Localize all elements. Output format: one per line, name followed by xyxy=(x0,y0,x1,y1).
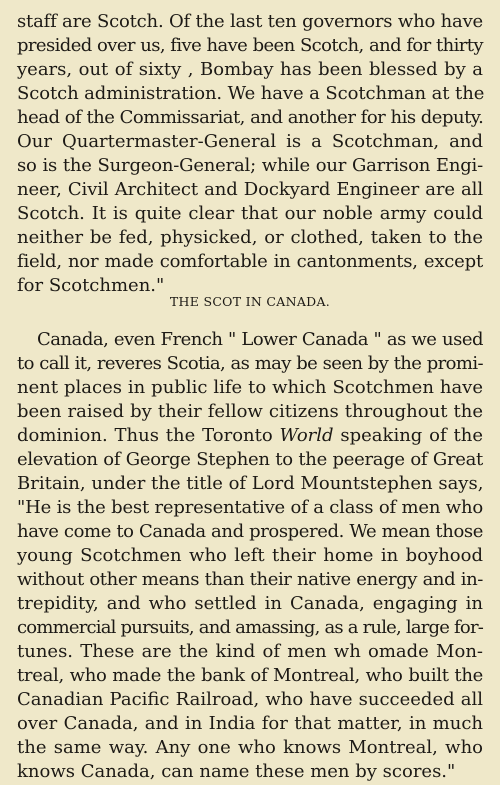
text-line: so is the Surgeon-General; while our Garrison Engi- xyxy=(17,155,483,176)
text-line: "He is the best representative of a class of men who xyxy=(17,497,483,518)
text-line xyxy=(17,424,483,448)
text-line: tunes. These are the kind of men wh omade Mon- xyxy=(17,641,483,662)
newspaper-name: World xyxy=(279,425,334,446)
text-line: staff are Scotch. Of the last ten governors who have xyxy=(17,11,483,32)
text-line: elevation of George Stephen to the peerage of Great xyxy=(17,449,483,470)
text-line: young Scotchmen who left their home in boyhood xyxy=(17,545,483,566)
text-line: have come to Canada and prospered. We mean those xyxy=(17,521,483,542)
text-line: nent places in public life to which Scotchmen have xyxy=(17,377,483,398)
text-line: trepidity, and who settled in Canada, engaging in xyxy=(17,593,483,614)
text-line: head of the Commissariat, and another for his deputy. xyxy=(17,107,484,128)
text-line: knows Canada, can name these men by scores." xyxy=(17,761,456,782)
text-line: Scotch administration. We have a Scotchman at the xyxy=(17,83,485,104)
text-line: neither be fed, physicked, or clothed, taken to the xyxy=(17,227,483,248)
text-line: without other means than their native energy and in- xyxy=(17,569,483,590)
text-line: commercial pursuits, and amassing, as a rule, large for- xyxy=(17,617,484,638)
text-line: years, out of sixty , Bombay has been blessed by a xyxy=(17,59,483,80)
text-line: field, nor made comfortable in cantonments, except xyxy=(17,251,483,272)
text-line: for Scotchmen." xyxy=(17,275,165,296)
text-line: to call it, reveres Scotia, as may be seen by the promi- xyxy=(17,353,483,374)
text-line: been raised by their fellow citizens throughout the xyxy=(17,401,483,422)
text-segment: dominion. Thus the Toronto xyxy=(17,425,280,446)
text-line: over Canada, and in India for that matter, in much xyxy=(17,713,483,734)
text-line: presided over us, five have been Scotch, and for thirty xyxy=(17,35,483,56)
text-line: the same way. Any one who knows Montreal, who xyxy=(17,737,483,758)
text-line: Britain, under the title of Lord Mountstephen says, xyxy=(17,473,484,494)
text-line: treal, who made the bank of Montreal, who built the xyxy=(17,665,483,686)
text-line: Canada, even French " Lower Canada " as we used xyxy=(37,329,483,350)
text-line: Our Quartermaster-General is a Scotchman, and xyxy=(17,131,483,152)
section-heading: THE SCOT IN CANADA. xyxy=(169,294,331,309)
text-line: neer, Civil Architect and Dockyard Engineer are all xyxy=(17,179,483,200)
text-line: Canadian Pacific Railroad, who have succeeded all xyxy=(17,689,483,710)
text-line: Scotch. It is quite clear that our noble army could xyxy=(17,203,483,224)
text-segment: speaking of the xyxy=(333,425,483,446)
